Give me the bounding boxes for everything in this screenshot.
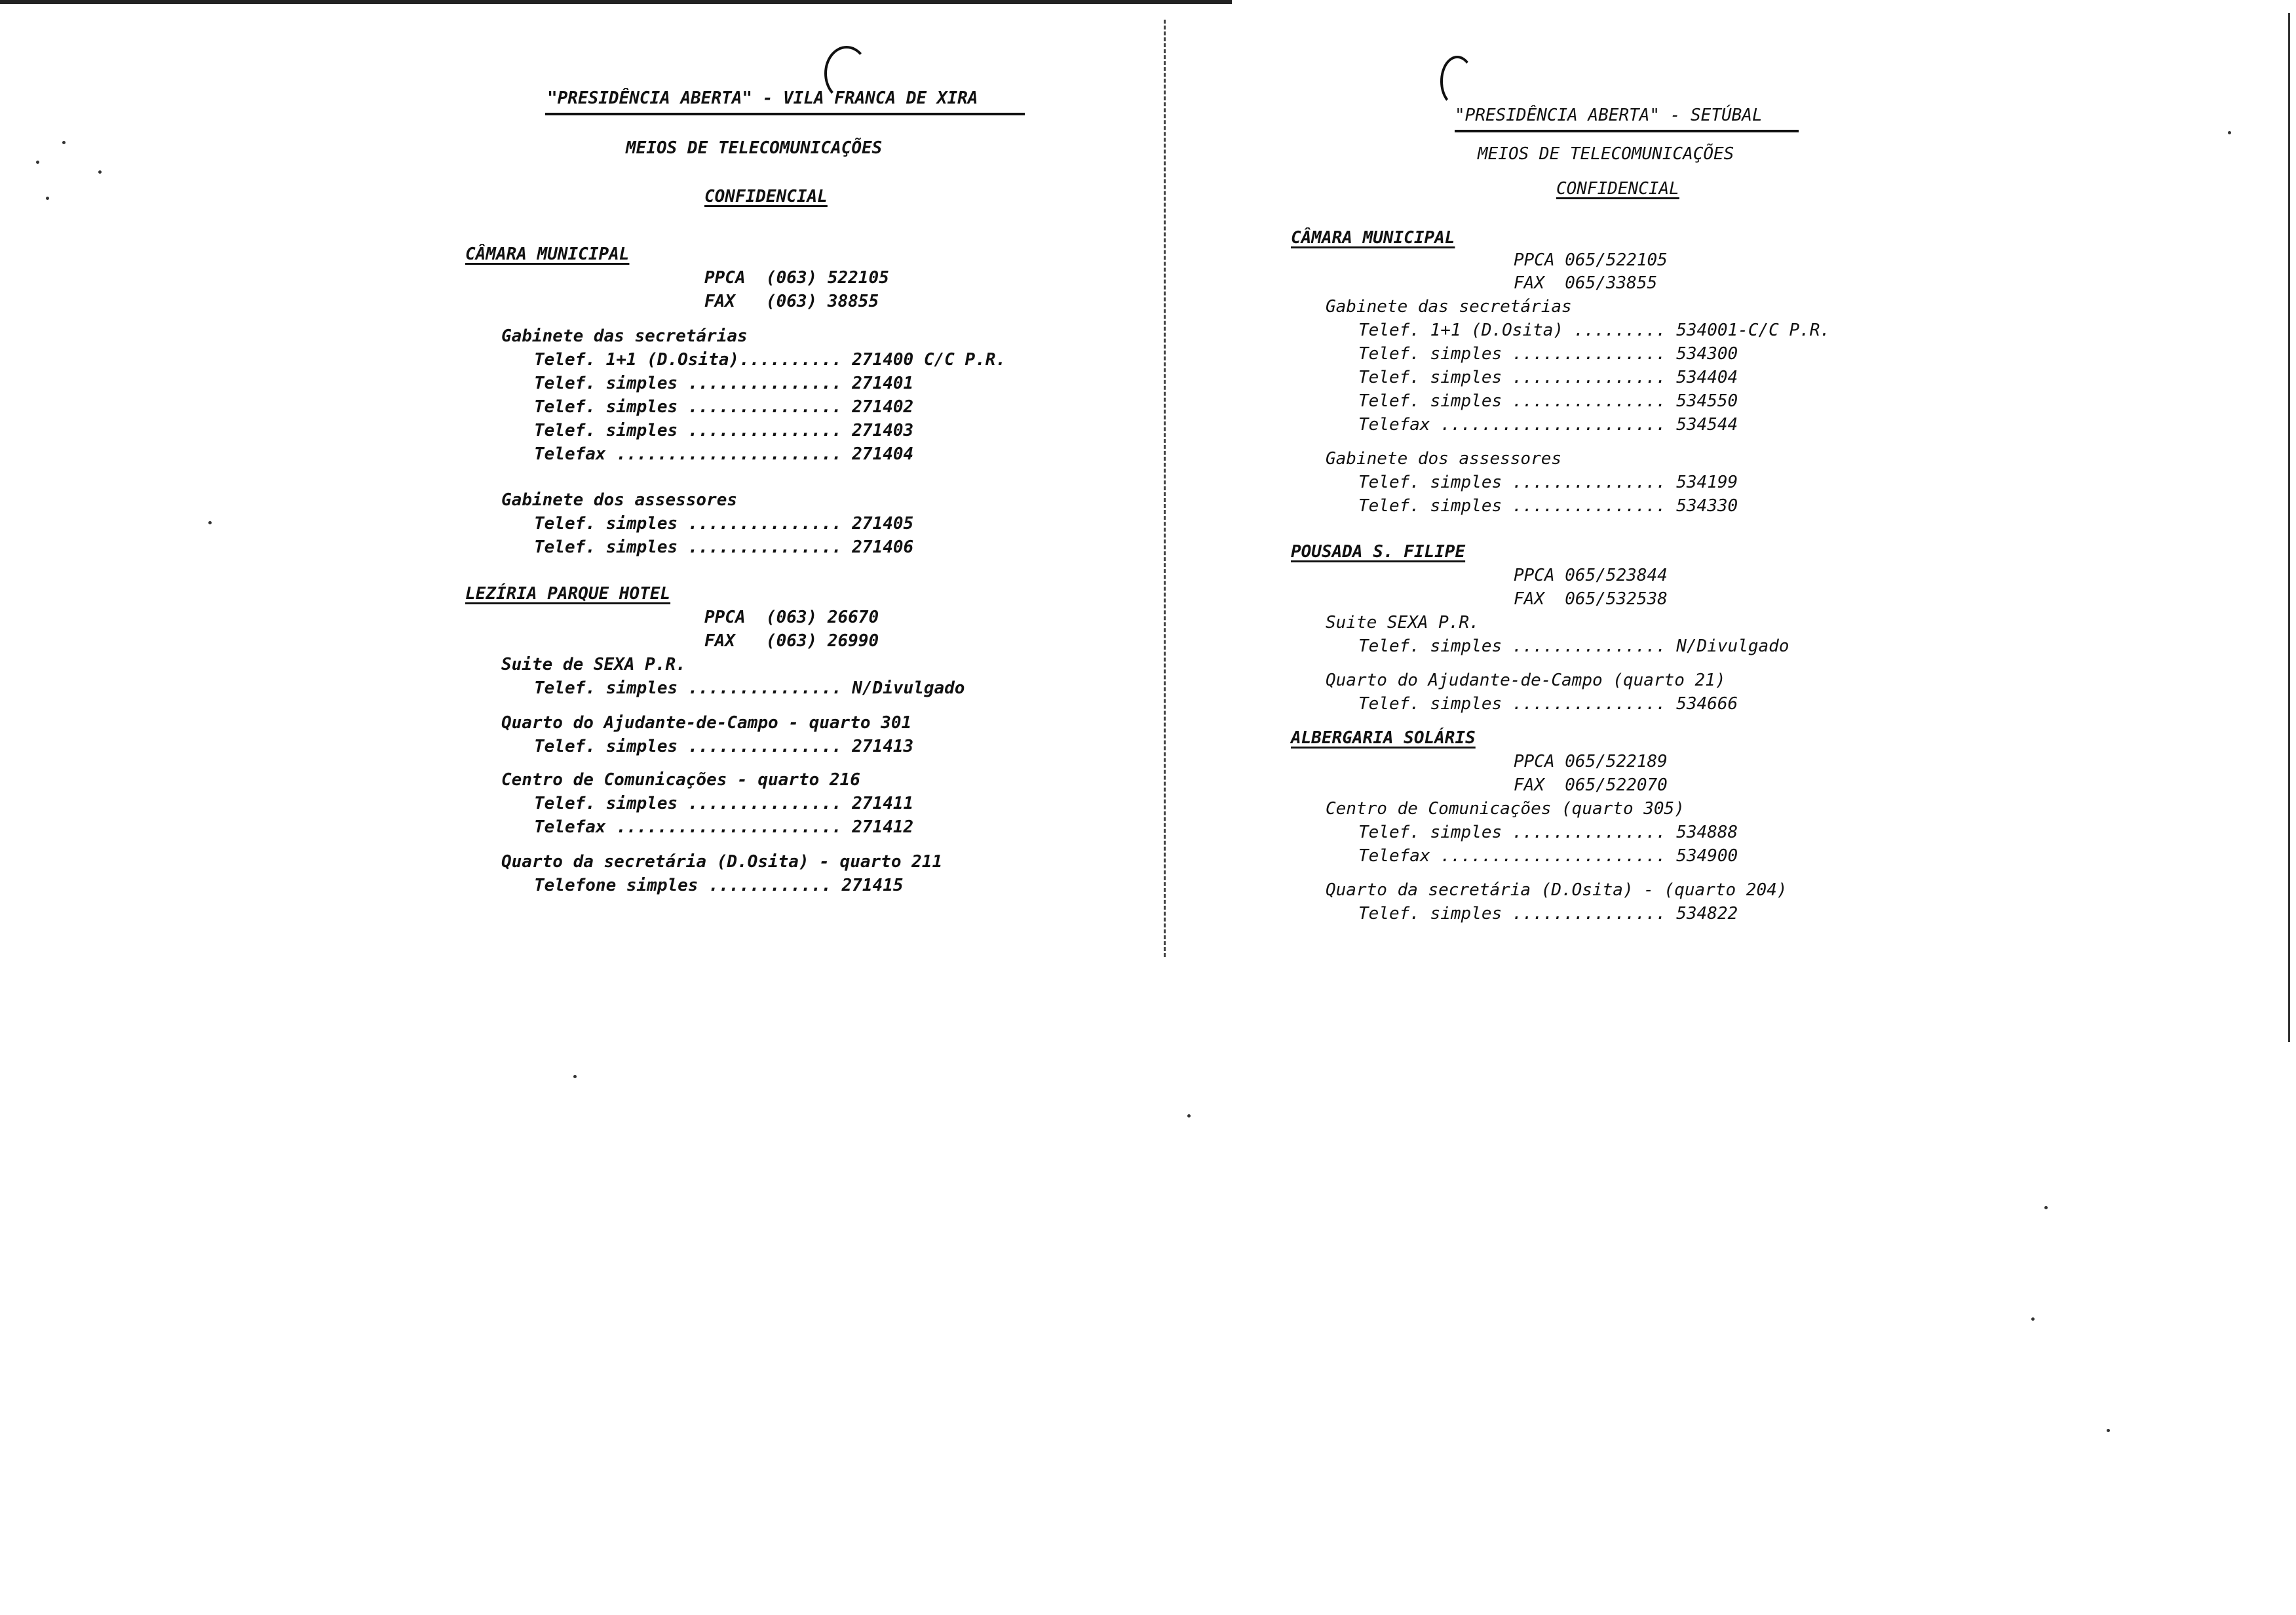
left-classification: CONFIDENCIAL [704, 187, 828, 206]
scan-speck [1187, 1114, 1191, 1118]
right-phone-entry: Telef. simples ............... 534300 [1358, 344, 1738, 364]
right-subsection-heading: Quarto da secretária (D.Osita) - (quarto 204) [1326, 880, 1788, 900]
left-title-rule [545, 113, 1025, 115]
scan-speck [46, 197, 49, 200]
left-subsection-heading: Quarto da secretária (D.Osita) - quarto 211 [501, 852, 943, 872]
left-subsection-heading: Quarto do Ajudante-de-Campo - quarto 301 [501, 713, 912, 733]
right-contact-line: FAX 065/532538 [1514, 589, 1668, 609]
scan-speck [208, 521, 212, 524]
right-subtitle: MEIOS DE TELECOMUNICAÇÕES [1478, 144, 1734, 164]
right-phone-entry: Telefax ...................... 534900 [1358, 846, 1738, 866]
right-phone-entry: Telef. 1+1 (D.Osita) ......... 534001-C/C P.R. [1358, 321, 1831, 340]
left-section-leziria: LEZÍRIA PARQUE HOTEL [465, 584, 671, 604]
left-phone-entry: Telefone simples ............ 271415 [534, 876, 904, 895]
right-phone-entry: Telef. simples ............... 534666 [1358, 694, 1738, 714]
right-phone-entry: Telef. simples ............... N/Divulgado [1358, 636, 1789, 656]
left-subtitle: MEIOS DE TELECOMUNICAÇÕES [626, 138, 883, 158]
right-phone-entry: Telef. simples ............... 534888 [1358, 823, 1738, 842]
left-phone-entry: Telef. simples ............... 271405 [534, 514, 914, 534]
left-subsection-heading: Gabinete das secretárias [501, 326, 748, 346]
right-phone-entry: Telef. simples ............... 534404 [1358, 368, 1738, 387]
right-phone-entry: Telef. simples ............... 534199 [1358, 473, 1738, 492]
left-subsection-heading: Gabinete dos assessores [501, 490, 738, 510]
left-contact-line: FAX (063) 26990 [704, 631, 879, 651]
left-phone-entry: Telef. simples ............... 271411 [534, 794, 914, 813]
right-contact-line: FAX 065/522070 [1514, 775, 1668, 795]
right-title: "PRESIDÊNCIA ABERTA" - SETÚBAL [1455, 106, 1763, 125]
right-page-setubal [1166, 0, 2296, 1615]
left-phone-entry: Telef. simples ............... 271413 [534, 737, 914, 756]
left-contact-line: PPCA (063) 26670 [704, 608, 879, 627]
right-contact-line: PPCA 065/522105 [1514, 250, 1668, 270]
right-phone-entry: Telef. simples ............... 534550 [1358, 391, 1738, 411]
right-subsection-heading: Quarto do Ajudante-de-Campo (quarto 21) [1326, 671, 1726, 690]
left-phone-entry: Telefax ...................... 271412 [534, 817, 914, 837]
scan-speck [36, 161, 39, 164]
right-section-albergaria: ALBERGARIA SOLÁRIS [1291, 728, 1476, 748]
left-phone-entry: Telef. simples ............... 271406 [534, 537, 914, 557]
right-subsection-heading: Gabinete dos assessores [1326, 449, 1562, 469]
scan-speck [62, 141, 66, 144]
pen-mark [1440, 56, 1474, 107]
right-contact-line: FAX 065/33855 [1514, 273, 1658, 293]
right-contact-line: PPCA 065/522189 [1514, 752, 1668, 771]
scan-speck [573, 1075, 577, 1078]
right-section-pousada: POUSADA S. FILIPE [1291, 542, 1466, 562]
left-subsection-heading: Suite de SEXA P.R. [501, 655, 686, 674]
left-section-camara: CÂMARA MUNICIPAL [465, 244, 630, 264]
right-subsection-heading: Suite SEXA P.R. [1326, 613, 1480, 632]
left-phone-entry: Telef. simples ............... N/Divulgado [534, 678, 965, 698]
right-classification: CONFIDENCIAL [1556, 179, 1679, 199]
scan-speck [2031, 1317, 2035, 1321]
left-contact-line: PPCA (063) 522105 [704, 268, 889, 288]
right-phone-entry: Telef. simples ............... 534822 [1358, 904, 1738, 924]
right-phone-entry: Telefax ...................... 534544 [1358, 415, 1738, 435]
left-phone-entry: Telef. simples ............... 271403 [534, 421, 914, 440]
scan-speck [2044, 1206, 2048, 1209]
right-contact-line: PPCA 065/523844 [1514, 566, 1668, 585]
left-phone-entry: Telef. simples ............... 271401 [534, 374, 914, 393]
scan-speck [98, 170, 102, 174]
left-subsection-heading: Centro de Comunicações - quarto 216 [501, 770, 860, 790]
left-phone-entry: Telef. simples ............... 271402 [534, 397, 914, 417]
right-subsection-heading: Centro de Comunicações (quarto 305) [1326, 799, 1685, 819]
scan-speck [2107, 1429, 2110, 1432]
right-title-rule [1455, 130, 1799, 132]
left-phone-entry: Telefax ...................... 271404 [534, 444, 914, 464]
left-title: "PRESIDÊNCIA ABERTA" - VILA FRANCA DE XIRA [547, 88, 978, 108]
scan-speck [2228, 131, 2231, 134]
left-contact-line: FAX (063) 38855 [704, 292, 879, 311]
right-subsection-heading: Gabinete das secretárias [1326, 297, 1572, 317]
right-phone-entry: Telef. simples ............... 534330 [1358, 496, 1738, 516]
left-phone-entry: Telef. 1+1 (D.Osita).......... 271400 C/C P.R. [534, 350, 1006, 370]
right-section-camara: CÂMARA MUNICIPAL [1291, 228, 1455, 248]
